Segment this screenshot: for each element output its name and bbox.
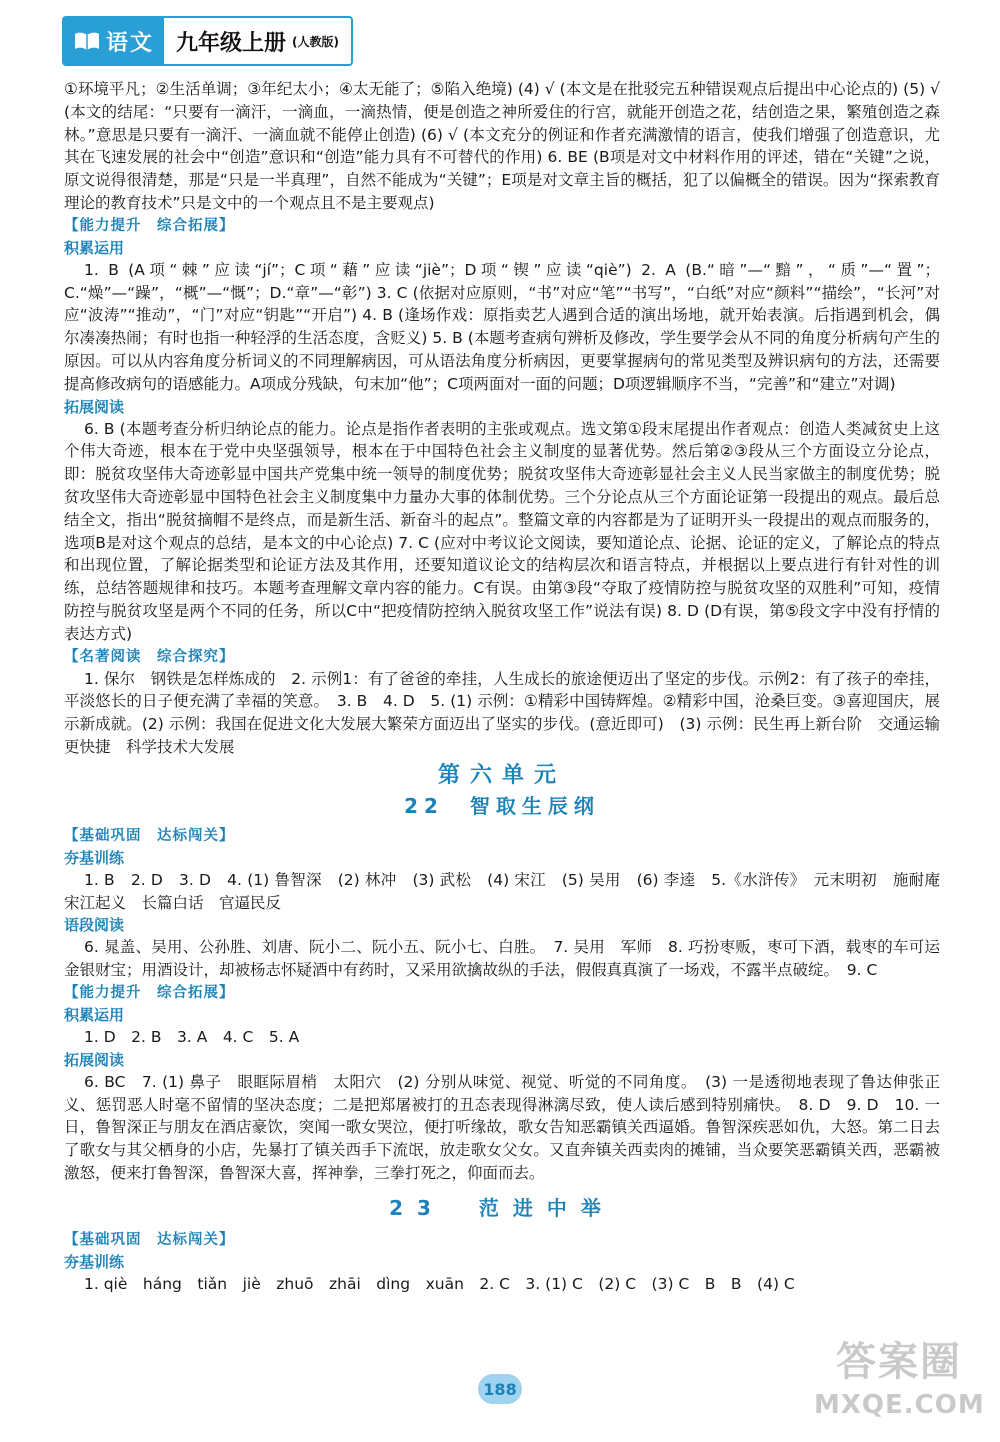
lesson-title: 22 智取生辰纲 bbox=[404, 793, 600, 818]
answer-paragraph: 1. B 2. D 3. D 4. (1) 鲁智深 (2) 林冲 (3) 武松 (4) 宋江 (5) 吴用 (6) 李逵 5.《水浒传》 元末明初 施耐庵 宋江起义 长篇白话 官逼民反 bbox=[64, 870, 956, 912]
answer-paragraph: ①环境平凡；②生活单调；③年纪太小；④太无能了；⑤陷入绝境) (4) √ (本文是在批驳完五种错误观点后提出中心论点的) (5) √ (本文的结尾：“只要有一滴汗，一滴血，一滴热情，便是创造之神所爱住的行宫，就能开创造之花，结创造之果，繁殖创造之森林。”意思是只要有一滴汗、一滴血就不能停止创造) (6) √ (本文充分的例证和作者充满激情的语言，使我们增强了创造意识，尤其在飞速发展的社会中“创造”意识和“创造”能力具有不可替代的作用) 6. BE (B项是对文中材料作用的评述，错在“关键”之说，原文说得很清楚，那是“只是一半真理”，自然不能成为“关键”；E项是对文章主旨的概括，犯了以偏概全的错误。因为“探索教育理论的教育技术”只是文中的一个观点且不是主要观点) bbox=[64, 80, 940, 212]
lesson-title: 23 范进中举 bbox=[389, 1195, 615, 1220]
answer-paragraph: 1. B (A项“棘”应读“jí”；C项“藉”应读“jiè”；D项“锲”应读“qiè”) 2. A (B.“暗”—“黯”，“质”—“置”；C.“燥”—“躁”，“概”—“慨”；D.“章”—“彰”) 3. C (依据对应原则，“书”对应“笔”“书写”，“白纸”对应“颜料”“描绘”，“长河”对应“波涛”“推动”，“门”对应“钥匙”“开启”) 4. B (逢场作戏：原指卖艺人遇到合适的演出场地，就开始表演。后指遇到机会，偶尔凑凑热闹；有时也指一种轻浮的生活态度，含贬义) 5. B (本题考查病句辨析及修改，学生要学会从不同的角度分析病句产生的原因。可以从内容角度分析词义的不同理解病因，可从语法角度分析病因，更要掌握病句的常见类型及辨识病句的方法，还需要提高修改病句的语感能力。A项成分残缺，句末加“他”；C项两面对一面的问题；D项逻辑顺序不当，“完善”和“建立”对调) bbox=[64, 260, 940, 393]
subsection-heading: 夯基训练 bbox=[64, 848, 125, 867]
section-tag: 【基础巩固 达标闯关】 bbox=[64, 1231, 235, 1248]
page-number: 188 bbox=[478, 1374, 522, 1404]
answer-paragraph: 1. D 2. B 3. A 4. C 5. A bbox=[84, 1027, 300, 1046]
subsection-heading: 拓展阅读 bbox=[64, 397, 125, 416]
subsection-heading: 夯基训练 bbox=[64, 1252, 125, 1271]
section-tag: 【基础巩固 达标闯关】 bbox=[64, 827, 235, 844]
grade-label: 九年级上册 bbox=[176, 30, 287, 56]
subject-badge bbox=[62, 16, 164, 66]
answer-paragraph: 1. 保尔 钢铁是怎样炼成的 2. 示例1：有了爸爸的牵挂，人生成长的旅途便迈出了坚定的步伐。示例2：有了孩子的牵挂，平淡悠长的日子便充满了幸福的笑意。 3. B 4. D 5. (1) 示例：①精彩中国铸辉煌。②精彩中国，沧桑巨变。③喜迎国庆，展示新成就。(2) 示例：我国在促进文化大发展大繁荣方面迈出了坚实的步伐。(意近即可) (3) 示例：民生再上新台阶 交通运输更快捷 科学技术大发展 bbox=[64, 669, 940, 756]
subsection-heading: 积累运用 bbox=[64, 238, 125, 257]
page-header bbox=[62, 16, 353, 66]
section-tag: 【能力提升 综合拓展】 bbox=[64, 217, 235, 234]
subsection-heading: 积累运用 bbox=[64, 1005, 125, 1024]
answer-content bbox=[64, 78, 956, 1295]
unit-heading: 第六单元 bbox=[437, 762, 566, 788]
subsection-heading: 拓展阅读 bbox=[64, 1050, 125, 1069]
subsection-heading: 语段阅读 bbox=[64, 916, 125, 935]
section-tag: 【名著阅读 综合探究】 bbox=[64, 648, 235, 665]
book-title bbox=[164, 16, 353, 66]
watermark-logo: 答案圈 bbox=[836, 1339, 962, 1385]
site-watermark bbox=[814, 1336, 984, 1432]
section-tag: 【能力提升 综合拓展】 bbox=[64, 984, 235, 1001]
subject-label: 语文 bbox=[106, 30, 155, 56]
open-book-icon bbox=[74, 31, 100, 51]
answer-paragraph: 6. BC 7. (1) 鼻子 眼眶际眉梢 太阳穴 (2) 分别从味觉、视觉、听觉的不同角度。 (3) 一是透彻地表现了鲁达伸张正义、惩罚恶人时毫不留情的坚决态度；二是把郑屠被打的丑态表现得淋漓尽致，使人读后感到特别痛快。 8. D 9. D 10. 一日，鲁智深正与朋友在酒店豪饮，突闻一歌女哭泣，便打听缘故，歌女告知恶霸镇关西逼婚。鲁智深疾恶如仇，大怒。第二日去了歌女与其父栖身的小店，先暴打了镇关西手下流氓，放走歌女父女。又直奔镇关西卖肉的摊铺，当众要笑恶霸镇关西，恶霸被激怒，便来打鲁智深，鲁智深大喜，挥神拳，三拳打死之，仰面而去。 bbox=[64, 1072, 940, 1182]
watermark-url: MXQE.COM bbox=[814, 1390, 985, 1420]
answer-paragraph: 1. qiè háng tiǎn jiè zhuō zhāi dìng xuān 2. C 3. (1) C (2) C (3) C B B (4) C bbox=[84, 1274, 795, 1293]
answer-paragraph: 6. 晁盖、吴用、公孙胜、刘唐、阮小二、阮小五、阮小七、白胜。 7. 吴用 军师 8. 巧扮枣贩，枣可下酒，载枣的车可运金银财宝；用酒设计，却被杨志怀疑酒中有药时，又采用欲擒故纵的手法，假假真真演了一场戏，不露半点破绽。 9. C bbox=[64, 938, 940, 980]
edition-label: (人教版) bbox=[292, 34, 340, 49]
answer-paragraph: 6. B (本题考查分析归纳论点的能力。论点是指作者表明的主张或观点。选文第①段末尾提出作者观点：创造人类减贫史上这个伟大奇迹，根本在于党中央坚强领导，根本在于中国特色社会主义制度的显著优势。然后第②③段从三个方面设立分论点，即：脱贫攻坚伟大奇迹彰显中国共产党集中统一领导的制度优势；脱贫攻坚伟大奇迹彰显社会主义人民当家做主的制度优势；脱贫攻坚伟大奇迹彰显中国特色社会主义制度集中力量办大事的体制优势。三个分论点从三个方面论证第一段提出的观点。最后总结全文，指出“脱贫摘帽不是终点，而是新生活、新奋斗的起点”。整篇文章的内容都是为了证明开头一段提出的观点而服务的，选项B是对这个观点的总结，是本文的中心论点) 7. C (应对中考议论文阅读，要知道论点、论据、论证的定义，了解论点的特点和出现位置，了解论据类型和论证方法及其作用，还要知道议论文的结构层次和语言特点，并根据以上要点进行有针对性的训练，总结答题规律和技巧。本题考查理解文章内容的能力。C有误。由第③段“夺取了疫情防控与脱贫攻坚的双胜利”可知，疫情防控与脱贫攻坚是两个不同的任务，所以C中“把疫情防控纳入脱贫攻坚工作”说法有误) 8. D (D有误，第⑤段文字中没有抒情的表达方式) bbox=[64, 419, 940, 643]
